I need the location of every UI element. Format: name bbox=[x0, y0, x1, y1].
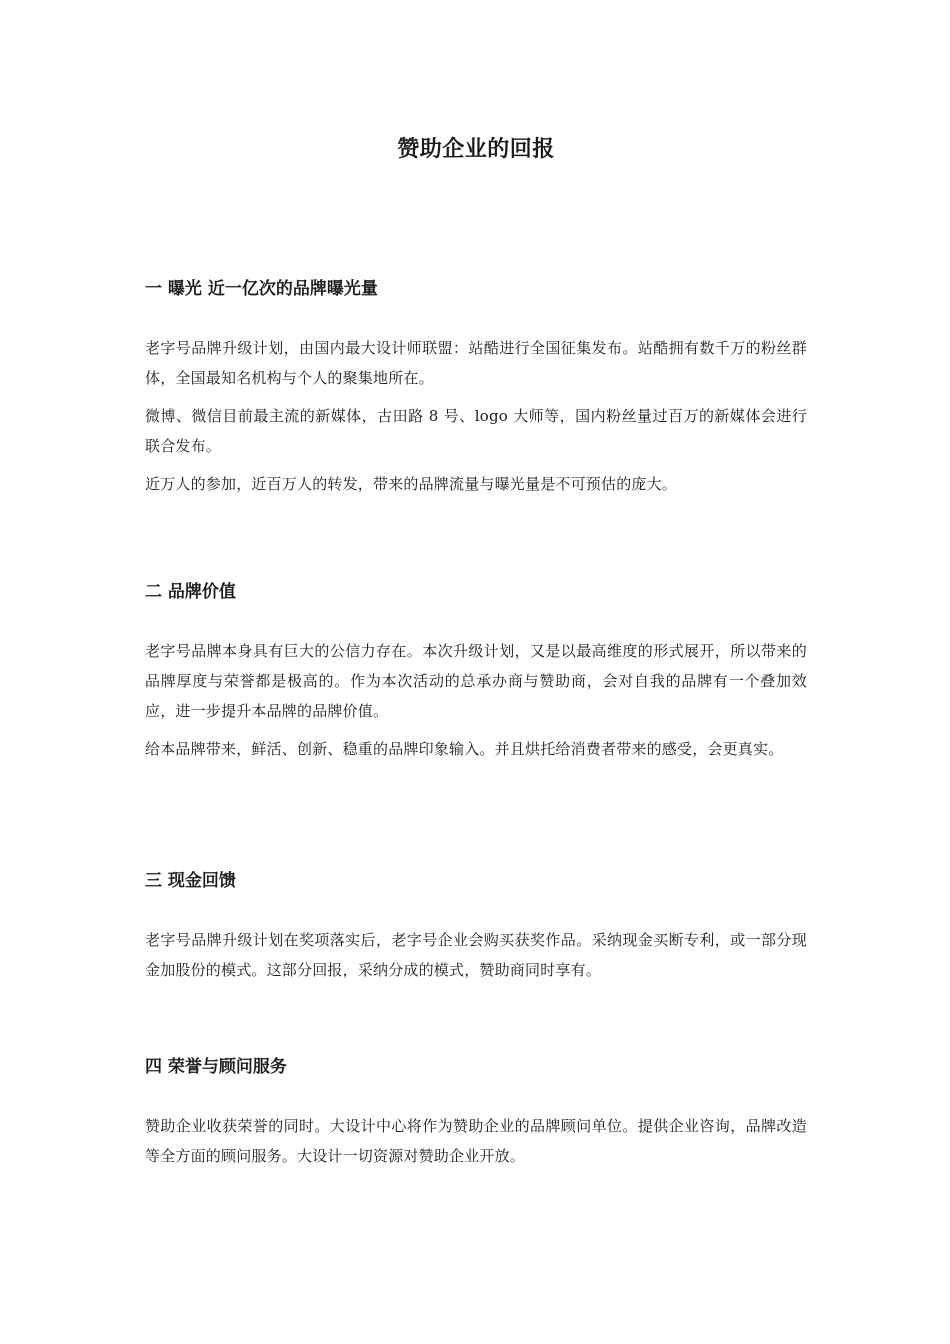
document-title: 赞助企业的回报 bbox=[397, 136, 555, 162]
paragraph: 赞助企业收获荣誉的同时。大设计中心将作为赞助企业的品牌顾问单位。提供企业咨询，品牌改造等全方面的顾问服务。大设计一切资源对赞助企业开放。 bbox=[145, 1117, 807, 1165]
section-heading: 二 品牌价值 bbox=[145, 582, 236, 602]
paragraph: 给本品牌带来，鲜活、创新、稳重的品牌印象输入。并且烘托给消费者带来的感受，会更真实。 bbox=[145, 740, 784, 758]
paragraph: 近万人的参加，近百万人的转发，带来的品牌流量与曝光量是不可预估的庞大。 bbox=[145, 475, 678, 493]
section-heading: 一 曝光 近一亿次的品牌曝光量 bbox=[145, 279, 378, 299]
section-honor-consulting bbox=[145, 1055, 807, 1171]
paragraph: 老字号品牌升级计划，由国内最大设计师联盟：站酷进行全国征集发布。站酷拥有数千万的粉丝群体，全国最知名机构与个人的聚集地所在。 bbox=[145, 339, 807, 387]
section-exposure bbox=[145, 277, 807, 499]
section-heading: 三 现金回馈 bbox=[145, 871, 236, 891]
section-heading: 四 荣誉与顾问服务 bbox=[145, 1057, 287, 1077]
paragraph: 老字号品牌本身具有巨大的公信力存在。本次升级计划，又是以最高维度的形式展开，所以带来的品牌厚度与荣誉都是极高的。作为本次活动的总承办商与赞助商，会对自我的品牌有一个叠加效应，进一步提升本品牌的品牌价值。 bbox=[145, 642, 807, 720]
paragraph: 微博、微信目前最主流的新媒体，古田路 8 号、logo 大师等，国内粉丝量过百万的新媒体会进行联合发布。 bbox=[145, 407, 807, 455]
section-cash-return bbox=[145, 869, 807, 985]
paragraph: 老字号品牌升级计划在奖项落实后，老字号企业会购买获奖作品。采纳现金买断专利，或一部分现金加股份的模式。这部分回报，采纳分成的模式，赞助商同时享有。 bbox=[145, 931, 807, 979]
section-brand-value bbox=[145, 580, 807, 764]
